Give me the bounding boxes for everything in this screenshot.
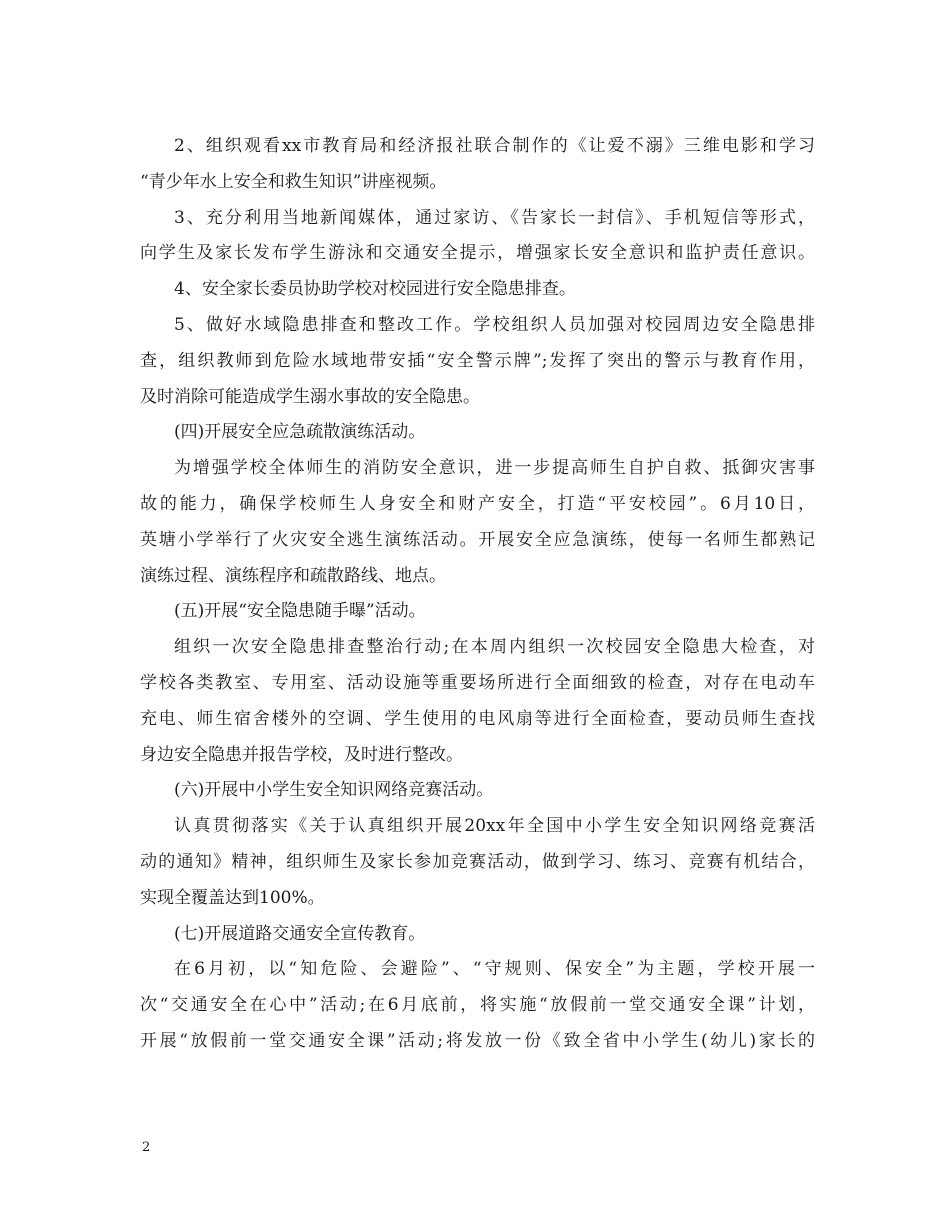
text-line: 为增强学校全体师生的消防安全意识，进一步提高师生自护自救、抵御灾害事 bbox=[174, 458, 815, 479]
text-line: 查，组织教师到危险水域地带安插“安全警示牌”;发挥了突出的警示与教育作用， bbox=[140, 350, 815, 371]
text-line: 实现全覆盖达到100%。 bbox=[140, 887, 325, 908]
text-line: 在6月初，以“知危险、会避险”、“守规则、保安全”为主题，学校开展一 bbox=[174, 959, 815, 980]
text-line: “青少年水上安全和救生知识”讲座视频。 bbox=[140, 171, 447, 192]
text-line: 学校各类教室、专用室、活动设施等重要场所进行全面细致的检查，对存在电动车 bbox=[140, 672, 815, 693]
page-number: 2 bbox=[142, 1140, 151, 1155]
section-heading: (七)开展道路交通安全宣传教育。 bbox=[174, 923, 426, 944]
text-line: 动的通知》精神，组织师生及家长参加竞赛活动，做到学习、练习、竞赛有机结合， bbox=[140, 851, 815, 872]
text-line: 4、安全家长委员协助学校对校园进行安全隐患排查。 bbox=[174, 279, 576, 300]
text-line: 故的能力，确保学校师生人身安全和财产安全，打造“平安校园”。6月10日， bbox=[140, 493, 816, 514]
text-line: 身边安全隐患并报告学校，及时进行整改。 bbox=[140, 744, 463, 765]
body-text bbox=[140, 129, 815, 1060]
text-line: 组织一次安全隐患排查整治行动;在本周内组织一次校园安全隐患大检查，对 bbox=[174, 637, 815, 658]
text-line: 2、组织观看xx市教育局和经济报社联合制作的《让爱不溺》三维电影和学习 bbox=[174, 136, 815, 156]
text-line: 3、充分利用当地新闻媒体，通过家访、《告家长一封信》、手机短信等形式， bbox=[174, 207, 815, 228]
text-line: 充电、师生宿舍楼外的空调、学生使用的电风扇等进行全面检查，要动员师生查找 bbox=[140, 708, 815, 729]
text-line: 及时消除可能造成学生溺水事故的安全隐患。 bbox=[140, 386, 480, 407]
text-line: 认真贯彻落实《关于认真组织开展20xx年全国中小学生安全知识网络竞赛活 bbox=[174, 816, 815, 837]
text-line: 开展“放假前一堂交通安全课”活动;将发放一份《致全省中小学生(幼儿)家长的 bbox=[140, 1030, 815, 1051]
section-heading: (四)开展安全应急疏散演练活动。 bbox=[174, 422, 426, 443]
text-line: 次“交通安全在心中”活动;在6月底前，将实施“放假前一堂交通安全课”计划， bbox=[140, 995, 815, 1016]
section-heading: (六)开展中小学生安全知识网络竞赛活动。 bbox=[174, 780, 494, 801]
text-line: 向学生及家长发布学生游泳和交通安全提示，增强家长安全意识和监护责任意识。 bbox=[140, 243, 815, 264]
text-line: 演练过程、演练程序和疏散路线、地点。 bbox=[140, 565, 446, 586]
section-heading: (五)开展“安全隐患随手曝”活动。 bbox=[174, 601, 426, 622]
text-line: 英塘小学举行了火灾安全逃生演练活动。开展安全应急演练，使每一名师生都熟记 bbox=[140, 529, 815, 550]
text-line: 5、做好水域隐患排查和整改工作。学校组织人员加强对校园周边安全隐患排 bbox=[174, 314, 815, 335]
